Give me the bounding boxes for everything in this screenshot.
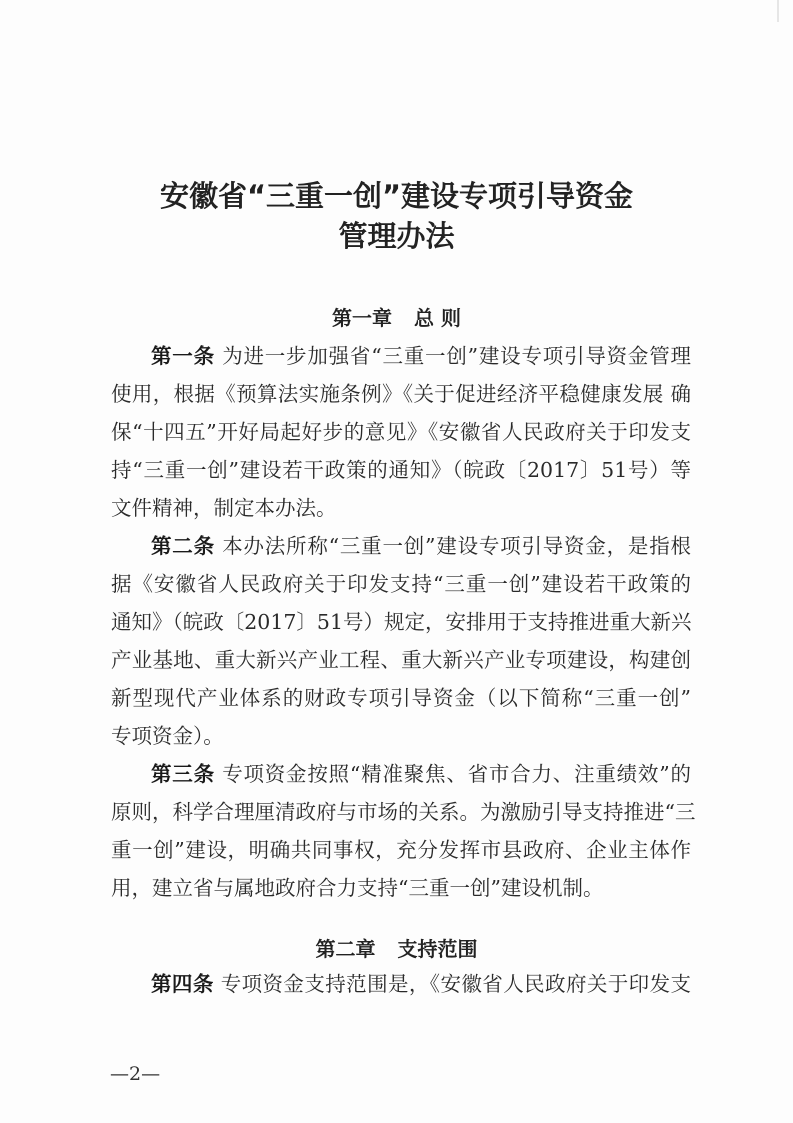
article-4-line-1: 第四条 专项资金支持范围是，《安徽省人民政府关于印发支 <box>151 972 692 996</box>
article-2-line-4: 产业基地、重大新兴产业工程、重大新兴产业专项建设，构建创 <box>111 648 691 672</box>
article-1-label: 第一条 <box>151 344 215 368</box>
article-3-line-4: 用，建立省与属地政府合力支持“三重一创”建设机制。 <box>111 876 604 900</box>
article-2-label: 第二条 <box>151 534 215 558</box>
article-2-line-6: 专项资金）。 <box>111 724 224 748</box>
chapter-1-prefix: 第一章 <box>332 306 393 330</box>
article-3-label: 第三条 <box>151 762 215 786</box>
chapter-2-name: 支持范围 <box>397 937 478 961</box>
chapter-1-name: 总 则 <box>414 306 461 330</box>
document-title-line-1: 安徽省“三重一创”建设专项引导资金 <box>159 179 634 213</box>
article-2-line-3: 通知》（皖政〔2017〕51号）规定，安排用于支持推进重大新兴 <box>111 610 692 634</box>
article-3-line-2: 原则，科学合理厘清政府与市场的关系。为激励引导支持推进“三 <box>111 800 696 824</box>
article-3-line-1: 第三条 专项资金按照“精准聚焦、省市合力、注重绩效”的 <box>151 762 691 786</box>
chapter-2-prefix: 第二章 <box>315 937 376 961</box>
article-2-line-1: 第二条 本办法所称“三重一创”建设专项引导资金，是指根 <box>151 534 691 558</box>
chapter-heading-1 <box>0 302 793 331</box>
article-1-line-4: 持“三重一创”建设若干政策的通知》（皖政〔2017〕51号）等 <box>111 458 691 482</box>
article-2-line-5: 新型现代产业体系的财政专项引导资金（以下简称“三重一创” <box>111 686 691 710</box>
scan-edge-mark <box>777 0 779 22</box>
article-3-line-3: 重一创”建设，明确共同事权，充分发挥市县政府、企业主体作 <box>111 838 691 862</box>
page-number: —2— <box>110 1063 161 1085</box>
article-2-line-2: 据《安徽省人民政府关于印发支持“三重一创”建设若干政策的 <box>111 572 691 596</box>
document-title-line-2: 管理办法 <box>338 219 455 253</box>
article-1-line-1: 第一条 为进一步加强省“三重一创”建设专项引导资金管理 <box>151 344 691 368</box>
article-1-line-5: 文件精神，制定本办法。 <box>111 496 337 520</box>
article-1-line-2: 使用，根据《预算法实施条例》《关于促进经济平稳健康发展 确 <box>111 382 691 406</box>
article-1-line-3: 保“十四五”开好局起好步的意见》《安徽省人民政府关于印发支 <box>111 420 691 444</box>
chapter-heading-2 <box>0 933 793 962</box>
article-4-label: 第四条 <box>151 972 214 996</box>
